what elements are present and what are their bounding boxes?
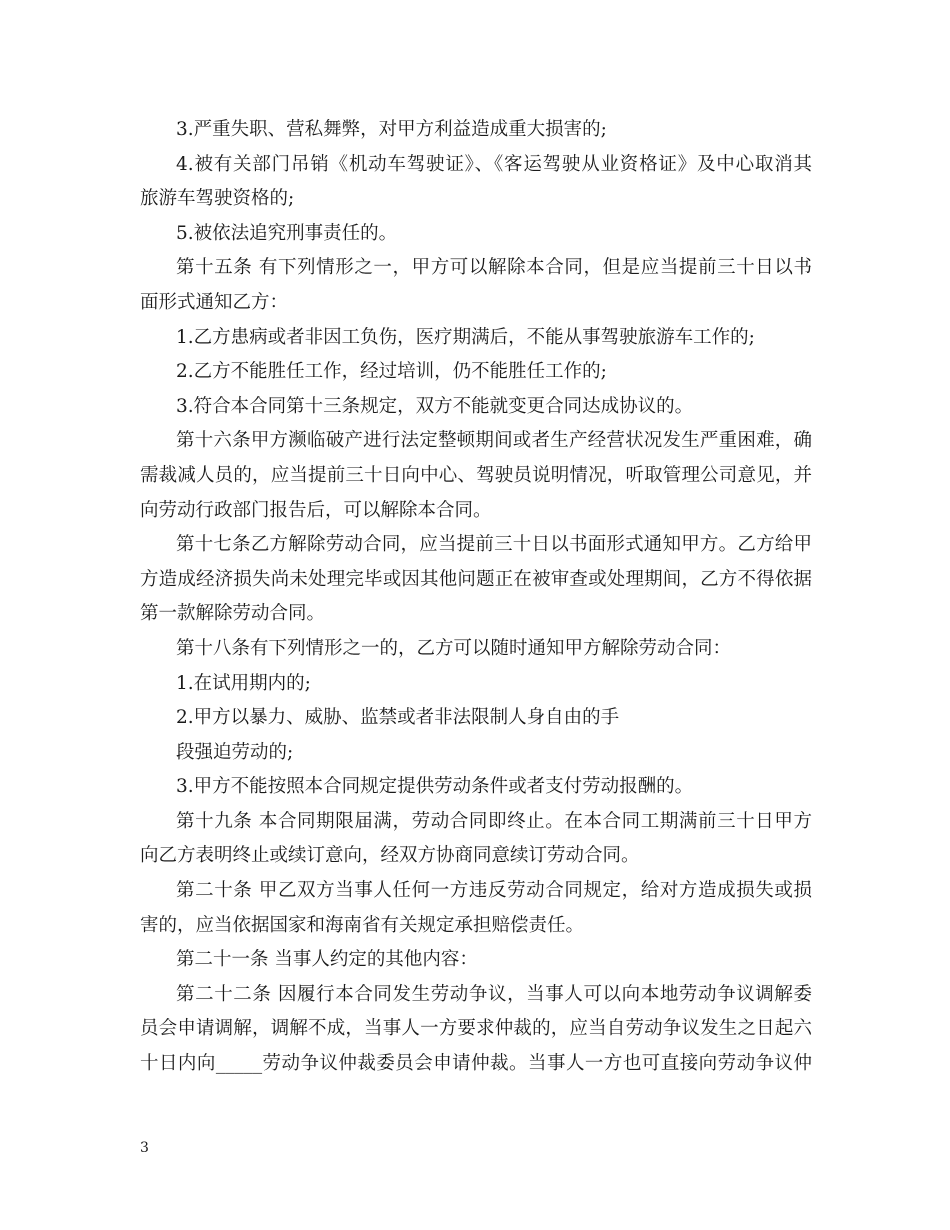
- text-line: 段强迫劳动的;: [176, 741, 294, 763]
- text-line: 员会申请调解，调解不成，当事人一方要求仲裁的，应当自劳动争议发生之日起六: [140, 1018, 812, 1040]
- paragraph: [140, 355, 812, 390]
- document-body: [140, 113, 812, 1082]
- text-line: 4.被有关部门吊销《机动车驾驶证》、《客运驾驶从业资格证》及中心取消其: [176, 153, 812, 175]
- text-line: 2.甲方以暴力、威胁、监禁或者非法限制人身自由的手: [176, 707, 620, 729]
- paragraph: [140, 148, 812, 217]
- text-line: 3.符合本合同第十三条规定，双方不能就变更合同达成协议的。: [176, 395, 694, 417]
- text-line: 害的，应当依据国家和海南省有关规定承担赔偿责任。: [140, 914, 585, 936]
- text-line: 面形式通知乙方：: [140, 291, 289, 313]
- text-line: 第二十条 甲乙双方当事人任何一方违反劳动合同规定，给对方造成损失或损: [176, 880, 812, 902]
- paragraph: [140, 805, 812, 874]
- paragraph: [140, 390, 812, 425]
- paragraph: [140, 874, 812, 943]
- text-line: 2.乙方不能胜任工作，经过培训，仍不能胜任工作的;: [176, 361, 607, 383]
- paragraph: [140, 667, 812, 702]
- text-line: 第二十一条 当事人约定的其他内容：: [176, 949, 478, 971]
- paragraph: [140, 978, 812, 1082]
- paragraph: [140, 251, 812, 320]
- text-line: 第二十二条 因履行本合同发生劳动争议，当事人可以向本地劳动争议调解委: [176, 983, 812, 1005]
- text-line: 1.在试用期内的;: [176, 672, 311, 694]
- paragraph: [140, 528, 812, 632]
- text-line: 旅游车驾驶资格的;: [140, 188, 295, 210]
- paragraph: [140, 701, 812, 736]
- text-line: 第十七条乙方解除劳动合同，应当提前三十日以书面形式通知甲方。乙方给甲: [176, 534, 812, 556]
- text-line: 5.被依法追究刑事责任的。: [176, 222, 398, 244]
- text-line: 十日内向_____劳动争议仲裁委员会申请仲裁。当事人一方也可直接向劳动争议仲: [140, 1053, 812, 1075]
- text-line: 3.甲方不能按照本合同规定提供劳动条件或者支付劳动报酬的。: [176, 776, 694, 798]
- text-line: 第十六条甲方濒临破产进行法定整顿期间或者生产经营状况发生严重困难，确: [176, 430, 812, 452]
- paragraph: [140, 770, 812, 805]
- text-line: 需裁减人员的，应当提前三十日向中心、驾驶员说明情况，听取管理公司意见，并: [140, 464, 812, 486]
- paragraph: [140, 424, 812, 528]
- text-line: 第十五条 有下列情形之一，甲方可以解除本合同，但是应当提前三十日以书: [176, 257, 812, 279]
- text-line: 向乙方表明终止或续订意向，经双方协商同意续订劳动合同。: [140, 845, 640, 867]
- text-line: 第十九条 本合同期限届满，劳动合同即终止。在本合同工期满前三十日甲方: [176, 810, 812, 832]
- paragraph: [140, 321, 812, 356]
- text-line: 方造成经济损失尚未处理完毕或因其他问题正在被审查或处理期间，乙方不得依据: [140, 568, 812, 590]
- paragraph: [140, 217, 812, 252]
- paragraph: [140, 736, 812, 771]
- text-line: 3.严重失职、营私舞弊，对甲方利益造成重大损害的;: [176, 119, 607, 140]
- text-line: 向劳动行政部门报告后，可以解除本合同。: [140, 499, 492, 521]
- paragraph: [140, 632, 812, 667]
- paragraph: [140, 113, 812, 148]
- text-line: 第一款解除劳动合同。: [140, 603, 326, 625]
- text-line: 第十八条有下列情形之一的，乙方可以随时通知甲方解除劳动合同：: [176, 637, 732, 659]
- page-number: 3: [140, 1140, 149, 1156]
- text-line: 1.乙方患病或者非因工负伤，医疗期满后，不能从事驾驶旅游车工作的;: [176, 326, 755, 348]
- paragraph: [140, 943, 812, 978]
